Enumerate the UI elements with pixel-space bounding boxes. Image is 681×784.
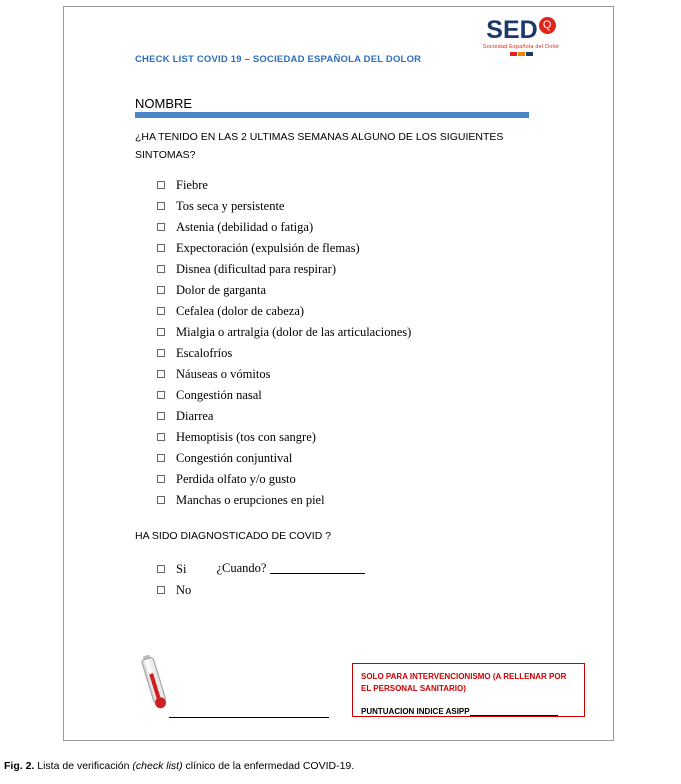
when-label: ¿Cuando?: [216, 561, 267, 575]
thermometer-icon: [135, 654, 175, 711]
list-item[interactable]: [157, 198, 557, 219]
checkbox-icon[interactable]: [157, 565, 165, 573]
symptom-label: Congestión conjuntival: [176, 451, 293, 465]
document-page: [63, 6, 614, 741]
symptom-label: Manchas o erupciones en piel: [176, 493, 325, 507]
checkbox-icon[interactable]: [157, 433, 165, 441]
asipp-score-row: [361, 706, 576, 716]
checkbox-icon[interactable]: [157, 181, 165, 189]
symptom-label: Hemoptisis (tos con sangre): [176, 430, 316, 444]
checkbox-icon[interactable]: [157, 391, 165, 399]
list-item[interactable]: [157, 561, 497, 582]
checkbox-icon[interactable]: [157, 349, 165, 357]
checkbox-icon[interactable]: [157, 586, 165, 594]
caption-text-after: clínico de la enfermedad COVID-19.: [182, 760, 355, 772]
logo-subtitle: Sociedad Española del Dolor: [482, 44, 560, 50]
sed-logo: [475, 17, 567, 56]
checkbox-icon[interactable]: [157, 223, 165, 231]
logo-bars-icon: [475, 52, 567, 56]
checkbox-icon[interactable]: [157, 412, 165, 420]
name-label: NOMBRE: [135, 96, 193, 111]
symptom-label: Cefalea (dolor de cabeza): [176, 304, 305, 318]
list-item[interactable]: [157, 303, 557, 324]
checkbox-icon[interactable]: [157, 244, 165, 252]
list-item[interactable]: [157, 240, 557, 261]
list-item[interactable]: [157, 261, 557, 282]
page-title: CHECK LIST COVID 19 – SOCIEDAD ESPAÑOLA DEL DOLOR: [135, 54, 422, 65]
symptoms-question: ¿HA TENIDO EN LAS 2 ULTIMAS SEMANAS ALGUNO DE LOS SIGUIENTES SINTOMAS?: [135, 131, 504, 161]
list-item[interactable]: [157, 177, 557, 198]
symptom-label: Perdida olfato y/o gusto: [176, 472, 296, 486]
symptom-label: Astenia (debilidad o fatiga): [176, 220, 314, 234]
list-item[interactable]: [157, 366, 557, 387]
checkbox-icon[interactable]: [157, 307, 165, 315]
list-item[interactable]: [157, 450, 557, 471]
symptom-label: Disnea (dificultad para respirar): [176, 262, 336, 276]
checkbox-icon[interactable]: [157, 265, 165, 273]
logo-badge-icon: Q: [539, 17, 556, 34]
symptom-label: Expectoración (expulsión de flemas): [176, 241, 360, 255]
signature-line[interactable]: [169, 717, 329, 718]
caption-text-before: Lista de verificación: [34, 760, 133, 772]
checkbox-icon[interactable]: [157, 286, 165, 294]
list-item[interactable]: [157, 345, 557, 366]
checkbox-icon[interactable]: [157, 202, 165, 210]
checkbox-icon[interactable]: [157, 496, 165, 504]
diagnosis-answers: [157, 561, 497, 603]
list-item[interactable]: [157, 324, 557, 345]
symptom-label: Fiebre: [176, 178, 208, 192]
when-input-line[interactable]: [270, 561, 365, 574]
checkbox-icon[interactable]: [157, 475, 165, 483]
logo-brand-text: SED: [486, 16, 538, 44]
list-item[interactable]: [157, 387, 557, 408]
figure-caption: [4, 760, 677, 772]
symptom-label: Diarrea: [176, 409, 214, 423]
list-item[interactable]: [157, 471, 557, 492]
list-item[interactable]: [157, 429, 557, 450]
list-item[interactable]: [157, 282, 557, 303]
staff-only-box: [352, 663, 585, 717]
checkbox-icon[interactable]: [157, 370, 165, 378]
asipp-score-input-line[interactable]: [470, 706, 558, 716]
symptom-label: Tos seca y persistente: [176, 199, 285, 213]
symptom-label: Mialgia o artralgia (dolor de las articulaciones): [176, 325, 412, 339]
list-item[interactable]: [157, 582, 497, 603]
symptom-label: Congestión nasal: [176, 388, 262, 402]
symptom-label: Escalofríos: [176, 346, 233, 360]
checkbox-icon[interactable]: [157, 328, 165, 336]
checkbox-icon[interactable]: [157, 454, 165, 462]
staff-only-title: SOLO PARA INTERVENCIONISMO (A RELLENAR POR EL PERSONAL SANITARIO): [361, 672, 567, 693]
list-item[interactable]: [157, 492, 557, 513]
list-item[interactable]: [157, 219, 557, 240]
symptom-label: Dolor de garganta: [176, 283, 267, 297]
symptom-label: Náuseas o vómitos: [176, 367, 271, 381]
figure-number: Fig. 2.: [4, 760, 35, 772]
symptoms-list: [157, 177, 557, 513]
answer-yes-label: Si: [176, 562, 187, 576]
name-underline-bar: [135, 112, 529, 118]
diagnosis-question: HA SIDO DIAGNOSTICADO DE COVID ?: [135, 530, 332, 542]
asipp-score-label: PUNTUACION INDICE ASIPP: [361, 707, 470, 716]
answer-no-label: No: [176, 583, 192, 597]
caption-italic: (check list): [132, 760, 183, 772]
list-item[interactable]: [157, 408, 557, 429]
